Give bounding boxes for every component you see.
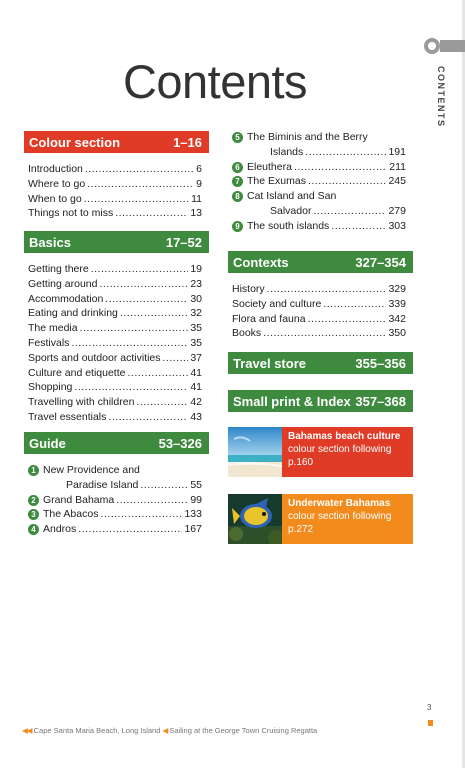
promo-text (282, 494, 413, 544)
toc-label: The media (28, 322, 78, 335)
toc-label: Where to go (28, 177, 86, 190)
toc-label: History (232, 283, 265, 295)
toc-page: 19 (190, 263, 202, 275)
toc-label: Culture and etiquette (28, 366, 126, 379)
toc-label: Books (232, 327, 262, 340)
toc-label: Accommodation (28, 292, 104, 305)
toc-page: 350 (388, 327, 406, 340)
toc-row[interactable] (28, 292, 202, 307)
chapter-number-icon: 7 (232, 176, 243, 187)
promo-text (282, 427, 413, 477)
toc-row[interactable] (28, 206, 202, 221)
toc-page: 32 (190, 307, 202, 320)
chapter-number-icon: 1 (28, 465, 39, 476)
side-tab (433, 66, 447, 146)
arrow-left-icon: ◀ (162, 726, 168, 735)
toc-row[interactable] (28, 321, 202, 336)
chapter-title: The Abacos (43, 508, 99, 521)
toc-page: 23 (190, 277, 202, 290)
toc-page: 13 (190, 207, 202, 220)
guide-chapter[interactable] (232, 130, 406, 160)
photo-credits (22, 726, 317, 735)
section-pages: 1–16 (173, 134, 202, 150)
toc-page: 35 (190, 336, 202, 349)
chapter-title: New Providence and (43, 464, 140, 476)
chapter-number-icon: 3 (28, 509, 39, 520)
toc-label: Festivals (28, 336, 70, 349)
toc-label: Getting around (28, 277, 98, 290)
page-title: Contents (122, 55, 308, 108)
section-pages: 355–356 (355, 355, 406, 371)
small-print-header[interactable] (228, 390, 413, 412)
toc-page: 303 (388, 219, 406, 232)
section-label: Guide (29, 435, 66, 451)
toc-page: 245 (388, 175, 406, 188)
basics-header[interactable] (24, 231, 209, 253)
toc-label: Shopping (28, 381, 73, 394)
toc-row[interactable] (28, 192, 202, 207)
toc-label: Getting there (28, 263, 89, 275)
colour-section-list (28, 162, 202, 221)
toc-row[interactable] (28, 306, 202, 321)
toc-row[interactable] (28, 177, 202, 192)
chapter-number-icon: 8 (232, 191, 243, 202)
chapter-number-icon: 2 (28, 495, 39, 506)
guide-header[interactable] (24, 432, 209, 454)
tab-marker-icon (424, 38, 440, 54)
toc-label: Flora and fauna (232, 312, 306, 325)
guide-chapter[interactable] (232, 160, 406, 175)
toc-label: Sports and outdoor activities (28, 351, 161, 364)
toc-page: 30 (190, 292, 202, 305)
toc-label: Eating and drinking (28, 307, 118, 320)
chapter-title-cont: Islands (270, 145, 304, 158)
section-label: Basics (29, 234, 71, 250)
toc-page: 37 (190, 351, 202, 364)
contexts-list (232, 282, 406, 341)
toc-label: Society and culture (232, 297, 322, 310)
section-pages: 17–52 (165, 234, 202, 250)
caption-1: Cape Santa Maria Beach, Long Island (33, 726, 161, 735)
toc-page: 35 (190, 322, 202, 335)
toc-label: Introduction (28, 163, 83, 175)
guide-chapter[interactable] (28, 493, 202, 508)
toc-row[interactable] (28, 395, 202, 410)
chapter-title: The south islands (247, 219, 330, 232)
guide-list-right (232, 130, 406, 234)
chapter-title: Andros (43, 523, 77, 536)
promo-beach-culture[interactable] (228, 427, 413, 477)
promo-underwater[interactable] (228, 494, 413, 544)
promo-title: Bahamas beach culture (288, 431, 401, 442)
promo-title: Underwater Bahamas (288, 498, 391, 509)
toc-row[interactable] (28, 410, 202, 425)
toc-label: Travelling with children (28, 396, 135, 409)
toc-page: 342 (388, 312, 406, 325)
toc-row[interactable] (232, 326, 406, 341)
toc-page: 329 (388, 283, 406, 295)
toc-row[interactable] (28, 366, 202, 381)
page-marker (428, 720, 433, 726)
beach-photo (228, 427, 282, 477)
caption-2: Sailing at the George Town Cruising Regatta (169, 726, 318, 735)
toc-page: 191 (388, 145, 406, 158)
guide-chapter[interactable] (28, 463, 202, 493)
toc-page: 41 (190, 381, 202, 394)
toc-label: Travel essentials (28, 410, 107, 423)
toc-page: 211 (389, 160, 406, 173)
travel-store-header[interactable] (228, 352, 413, 374)
chapter-number-icon: 4 (28, 524, 39, 535)
toc-page: 43 (190, 410, 202, 423)
chapter-number-icon: 6 (232, 162, 243, 173)
toc-page: 99 (190, 493, 202, 506)
side-tab-label: CONTENTS (436, 66, 446, 128)
chapter-title: The Biminis and the Berry (247, 131, 368, 143)
promo-desc: colour section following p.272 (288, 511, 392, 535)
tab-marker-bar (440, 40, 465, 52)
chapter-title-cont: Salvador (270, 204, 312, 217)
guide-chapter[interactable] (232, 189, 406, 219)
page-number: 3 (427, 703, 432, 712)
section-label: Travel store (233, 355, 306, 371)
chapter-number-icon: 5 (232, 132, 243, 143)
section-pages: 327–354 (355, 254, 406, 270)
toc-page: 55 (190, 478, 202, 491)
toc-label: Things not to miss (28, 207, 114, 220)
section-label: Colour section (29, 134, 121, 150)
guide-chapter[interactable] (28, 507, 202, 522)
guide-chapter[interactable] (232, 219, 406, 234)
chapter-title: Eleuthera (247, 160, 292, 173)
guide-chapter[interactable] (232, 174, 406, 189)
toc-page: 11 (191, 192, 202, 205)
toc-row[interactable] (232, 312, 406, 327)
toc-row[interactable] (28, 162, 202, 177)
section-label: Contexts (233, 254, 289, 270)
toc-row[interactable] (28, 262, 202, 277)
toc-page: 41 (190, 366, 202, 379)
promo-desc: colour section following p.160 (288, 444, 392, 468)
toc-row[interactable] (28, 351, 202, 366)
toc-page: 339 (388, 297, 406, 310)
toc-page: 279 (388, 204, 406, 217)
chapter-title: The Exumas (247, 175, 306, 188)
toc-page: 133 (184, 508, 202, 521)
guide-list-left (28, 463, 202, 537)
toc-page: 9 (196, 177, 202, 190)
toc-page: 6 (196, 163, 202, 175)
chapter-title: Cat Island and San (247, 190, 337, 203)
toc-page: 167 (184, 523, 202, 536)
section-pages: 53–326 (158, 435, 202, 451)
colour-section-header[interactable] (24, 131, 209, 153)
basics-list (28, 262, 202, 425)
fish-photo (228, 494, 282, 544)
toc-row[interactable] (28, 380, 202, 395)
chapter-title-cont: Paradise Island (66, 478, 139, 491)
toc-label: When to go (28, 192, 82, 205)
chapter-number-icon: 9 (232, 221, 243, 232)
toc-page: 42 (190, 396, 202, 409)
double-arrow-left-icon: ◀◀ (22, 726, 32, 735)
toc-row[interactable] (28, 277, 202, 292)
guide-chapter[interactable] (28, 522, 202, 537)
chapter-title: Grand Bahama (43, 493, 115, 506)
section-pages: 357–368 (355, 393, 406, 409)
toc-row[interactable] (232, 297, 406, 312)
section-label: Small print & Index (233, 393, 351, 409)
toc-row[interactable] (232, 282, 406, 297)
toc-row[interactable] (28, 336, 202, 351)
contexts-header[interactable] (228, 251, 413, 273)
